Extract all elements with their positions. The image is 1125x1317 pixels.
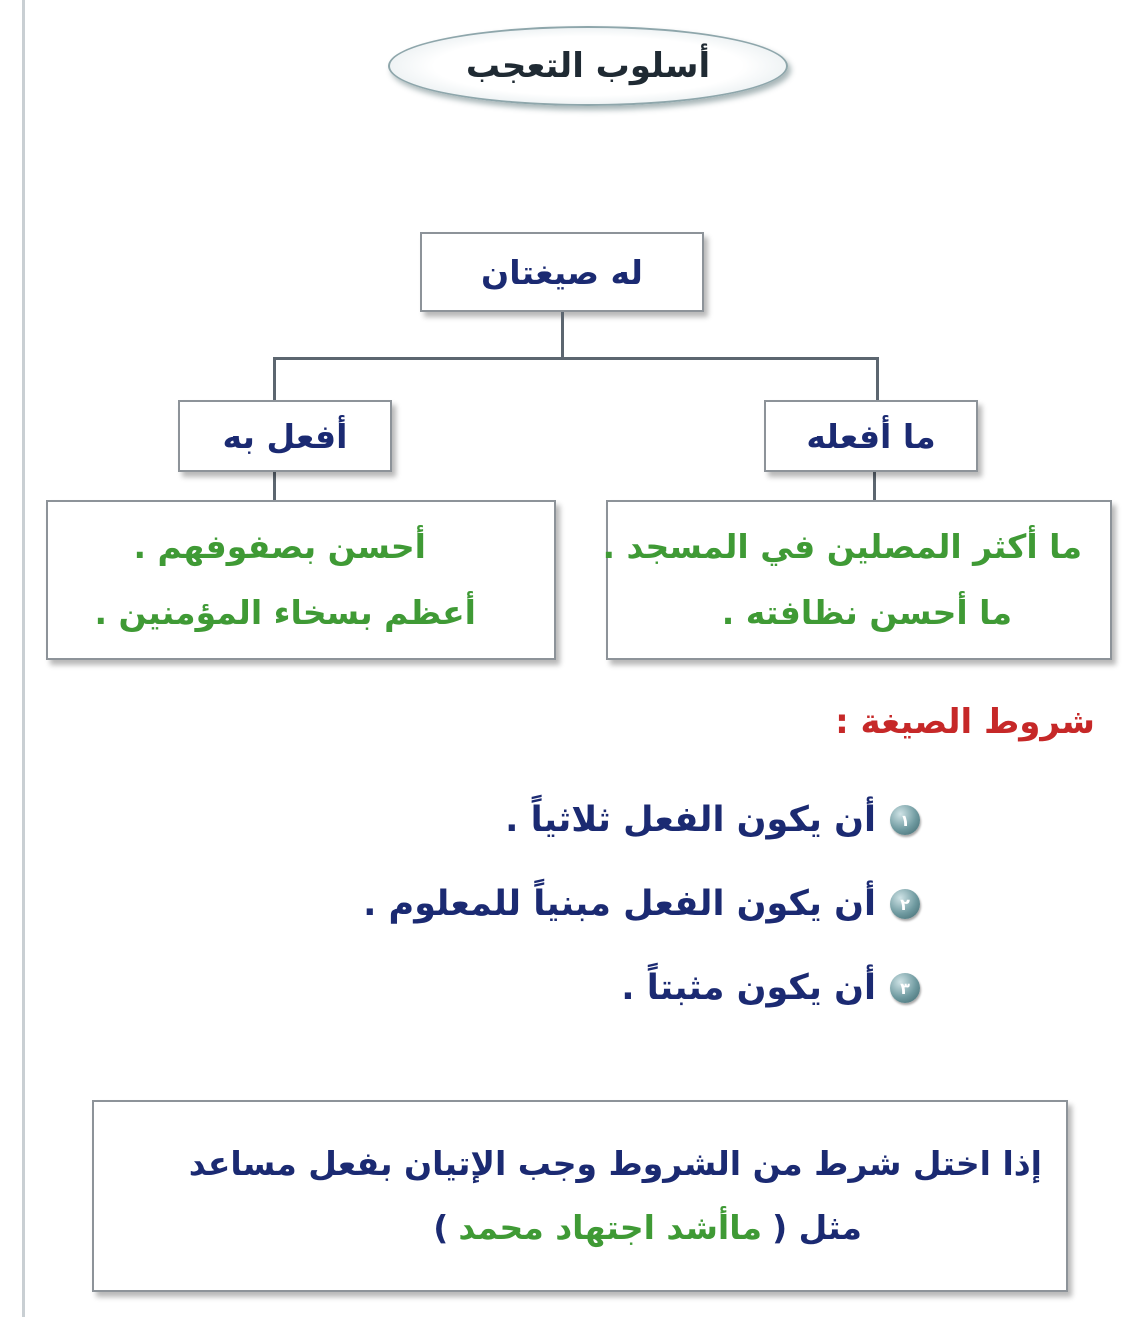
connector-root-stem [561, 312, 564, 359]
note-box [92, 1100, 1068, 1292]
condition-text: أن يكون مثبتاً . [621, 968, 876, 1008]
number-badge-icon: ٢ [890, 889, 920, 919]
connector-left-drop [273, 357, 276, 400]
form-label: ما أفعله [806, 416, 936, 456]
title-pill [388, 26, 788, 106]
example-line: ما أحسن نظافته . [721, 593, 1012, 632]
condition-item [363, 884, 920, 924]
examples-box-ma-afalahu [602, 500, 1112, 660]
condition-text: أن يكون الفعل مبنياً للمعلوم . [363, 884, 876, 924]
example-line: أعظم بسخاء المؤمنين . [94, 593, 476, 632]
number-badge-icon: ١ [890, 805, 920, 835]
connector-right-drop [876, 357, 879, 400]
form-label: أفعل به [222, 416, 348, 456]
note-example-prefix: مثل ( [772, 1208, 862, 1247]
left-margin-rule [22, 0, 25, 1317]
number-badge-icon: ٣ [890, 973, 920, 1003]
note-line: إذا اختل شرط من الشروط وجب الإتيان بفعل مساعد [188, 1144, 1042, 1183]
connector-horizontal [273, 357, 879, 360]
root-label: له صيغتان [481, 252, 643, 292]
page-title: أسلوب التعجب [465, 46, 711, 86]
note-example-text: ماأشد اجتهاد محمد [458, 1208, 763, 1247]
example-line: أحسن بصفوفهم . [133, 527, 426, 566]
examples-box-afil-bihi [46, 500, 556, 660]
note-example [433, 1196, 1042, 1260]
connector-right-to-examples [873, 472, 876, 502]
root-box [420, 232, 704, 312]
note-example-suffix: ) [433, 1208, 449, 1247]
conditions-heading: شروط الصيغة : [835, 702, 1095, 742]
form-box-afil-bihi [178, 400, 392, 472]
condition-text: أن يكون الفعل ثلاثياً . [505, 800, 876, 840]
form-box-ma-afalahu [764, 400, 978, 472]
condition-item [621, 968, 920, 1008]
example-line: ما أكثر المصلين في المسجد . [602, 527, 1082, 566]
condition-item [505, 800, 920, 840]
connector-left-to-examples [273, 472, 276, 502]
